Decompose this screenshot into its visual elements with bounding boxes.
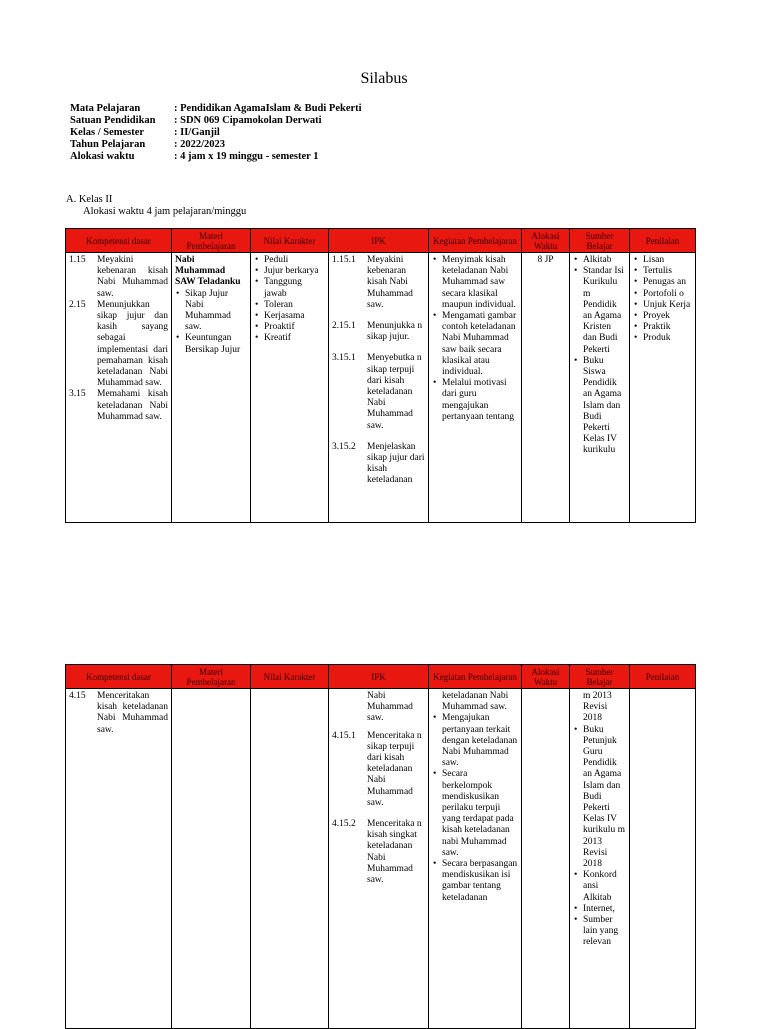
penilaian-item: • Portofoli o [643, 289, 692, 300]
header-penilaian: Penilaian [630, 229, 696, 253]
sumber-item: • Buku Siswa Pendidik an Agama Islam dan Budi Pekerti Kelas IV kurikulu [583, 356, 626, 457]
nilai-item: • Toleran [264, 300, 325, 311]
cell-alokasi [522, 689, 570, 1029]
cell-kegiatan [429, 253, 522, 523]
meta-key: Mata Pelajaran [70, 103, 141, 114]
penilaian-item: • Penugas an [643, 277, 692, 288]
nilai-item: • Proaktif [264, 322, 325, 333]
section-label: A. Kelas II [66, 194, 113, 205]
header-nilai: Nilai Karakter [251, 229, 329, 253]
cell-kegiatan [429, 689, 522, 1029]
penilaian-item: • Tertulis [643, 266, 692, 277]
ipk-number: 4.15.2 [332, 819, 356, 830]
document-title: Silabus [360, 70, 408, 87]
ipk-number: 1.15.1 [332, 255, 356, 265]
meta-key: Satuan Pendidikan [70, 115, 156, 126]
header-materi: Materi Pembelajaran [172, 665, 251, 689]
kd-text: Meyakini kebenaran kisah Nabi Muhammad saw. [97, 255, 168, 299]
cell-materi [172, 689, 251, 1029]
ipk-number: 2.15.1 [332, 321, 356, 332]
penilaian-item: • Praktik [643, 322, 692, 333]
nilai-item: • Jujur berkarya [264, 266, 325, 277]
meta-value: : II/Ganjil [174, 127, 220, 138]
penilaian-item: • Proyek [643, 311, 692, 322]
materi-item: • Keuntungan Bersikap Jujur [185, 333, 247, 355]
penilaian-item: • Produk [643, 333, 692, 344]
penilaian-item: • Unjuk Kerja [643, 300, 692, 311]
document-meta [70, 103, 362, 163]
ipk-number: 3.15.1 [332, 353, 356, 364]
kegiatan-continuation: keteladanan Nabi Muhammad saw. [442, 691, 509, 713]
kd-text: Menceritakan kisah keteladanan Nabi Muhammad saw. [97, 691, 168, 735]
header-kompetensi: Kompetensi dasar [66, 665, 172, 689]
cell-penilaian [630, 689, 696, 1029]
header-sumber: Sumber Belajar [570, 665, 630, 689]
sumber-item: • Alkitab [583, 255, 626, 266]
sumber-item: • Konkord ansi Alkitab [583, 870, 626, 904]
penilaian-item: • Lisan [643, 255, 692, 266]
cell-penilaian [630, 253, 696, 523]
kegiatan-item: • Menyimak kisah keteladanan Nabi Muhammad saw secara klasikal maupun individual. [442, 255, 518, 311]
table-header-row [66, 665, 696, 689]
ipk-number: 3.15.2 [332, 441, 356, 452]
meta-value: : SDN 069 Cipamokolan Derwati [174, 115, 322, 126]
kd-number: 4.15 [69, 691, 86, 701]
syllabus-table-2 [65, 664, 696, 1029]
cell-kompetensi [66, 689, 172, 1029]
cell-materi [172, 253, 251, 523]
cell-kompetensi [66, 253, 172, 523]
meta-key: Tahun Pelajaran [70, 139, 146, 150]
header-alokasi: Alokasi Waktu [522, 665, 570, 689]
cell-nilai [251, 253, 329, 523]
ipk-text: Menunjukka n sikap jujur. [367, 321, 423, 343]
meta-value: : 4 jam x 19 minggu - semester 1 [174, 151, 319, 162]
cell-sumber [570, 689, 630, 1029]
sumber-item: • Sumber lain yang relevan [583, 915, 626, 949]
header-kegiatan: Kegiatan Pembelajaran [429, 229, 522, 253]
table-row [66, 689, 696, 1029]
sumber-item: • Buku Petunjuk Guru Pendidik an Agama Islam dan Budi Pekerti Kelas IV kurikulu m 2013 Revisi 2018 [583, 725, 626, 871]
kd-text: Menunjukkan sikap jujur dan kasih sayang sebagai implementasi dari pemahaman kisah keteladanan Nabi Muhammad saw. [97, 299, 168, 389]
section-heading [66, 194, 246, 218]
kd-text: Memahami kisah keteladanan Nabi Muhammad saw. [97, 389, 168, 422]
ipk-text: Menyebutka n sikap terpuji dari kisah keteladanan Nabi Muhammad saw. [367, 353, 422, 431]
header-materi: Materi Pembelajaran [172, 229, 251, 253]
kd-number: 2.15 [69, 299, 86, 310]
cell-nilai [251, 689, 329, 1029]
header-kompetensi: Kompetensi dasar [66, 229, 172, 253]
header-nilai: Nilai Karakter [251, 665, 329, 689]
ipk-text: Menceritaka n kisah singkat keteladanan Nabi Muhammad saw. [367, 819, 422, 886]
ipk-number: 4.15.1 [332, 730, 356, 741]
nilai-item: • Tanggung jawab [264, 277, 325, 299]
nilai-item: • Kerjasama [264, 311, 325, 322]
ipk-continuation: Nabi Muhammad saw. [367, 691, 413, 724]
section-subtitle: Alokasi waktu 4 jam pelajaran/minggu [83, 206, 247, 217]
nilai-item: • Peduli [264, 255, 325, 266]
header-ipk: IPK [329, 229, 429, 253]
kegiatan-item: • Secara berkelompok mendiskusikan perilaku terpuji yang terdapat pada kisah keteladanan nabi Muhammad saw. [442, 769, 518, 859]
materi-title: Nabi Muhammad SAW Teladanku [175, 255, 241, 288]
header-ipk: IPK [329, 665, 429, 689]
sumber-continuation: m 2013 Revisi 2018 [583, 691, 612, 724]
header-alokasi: Alokasi Waktu [522, 229, 570, 253]
kegiatan-item: • Melalui motivasi dari guru mengajukan pertanyaan tentang [442, 378, 518, 423]
ipk-text: Menjelaskan sikap jujur dari kisah keteladanan [367, 441, 425, 486]
syllabus-table-1 [65, 228, 696, 523]
header-kegiatan: Kegiatan Pembelajaran [429, 665, 522, 689]
sumber-item: • Standar Isi Kurikulu m Pendidik an Agama Kristen dan Budi Pekerti [583, 266, 626, 356]
ipk-text: Meyakini kebenaran kisah Nabi Muhammad saw. [367, 255, 413, 310]
table-header-row [66, 229, 696, 253]
meta-key: Alokasi waktu [70, 151, 135, 162]
kegiatan-item: • Secara berpasangan mendiskusikan isi gambar tentang keteladanan [442, 859, 518, 904]
kd-number: 3.15 [69, 389, 86, 400]
cell-ipk [329, 253, 429, 523]
header-penilaian: Penilaian [630, 665, 696, 689]
cell-sumber [570, 253, 630, 523]
meta-key: Kelas / Semester [70, 127, 145, 138]
sumber-item: • Internet, [583, 904, 626, 915]
nilai-item: • Kreatif [264, 333, 325, 344]
cell-alokasi: 8 JP [522, 253, 570, 523]
cell-ipk [329, 689, 429, 1029]
kd-number: 1.15 [69, 255, 86, 265]
meta-value: : Pendidikan AgamaIslam & Budi Pekerti [174, 103, 362, 114]
ipk-text: Menceritaka n sikap terpuji dari kisah keteladanan Nabi Muhammad saw. [367, 730, 422, 808]
kegiatan-item: • Mengajukan pertanyaan terkait dengan keteladanan Nabi Muhammad saw. [442, 713, 518, 769]
materi-item: • Sikap Jujur Nabi Muhammad saw. [185, 289, 247, 334]
header-sumber: Sumber Belajar [570, 229, 630, 253]
kegiatan-item: • Mengamati gambar contoh keteladanan Nabi Muhammad saw baik secara klasikal atau individual. [442, 311, 518, 378]
meta-value: : 2022/2023 [174, 139, 226, 150]
table-row [66, 253, 696, 523]
